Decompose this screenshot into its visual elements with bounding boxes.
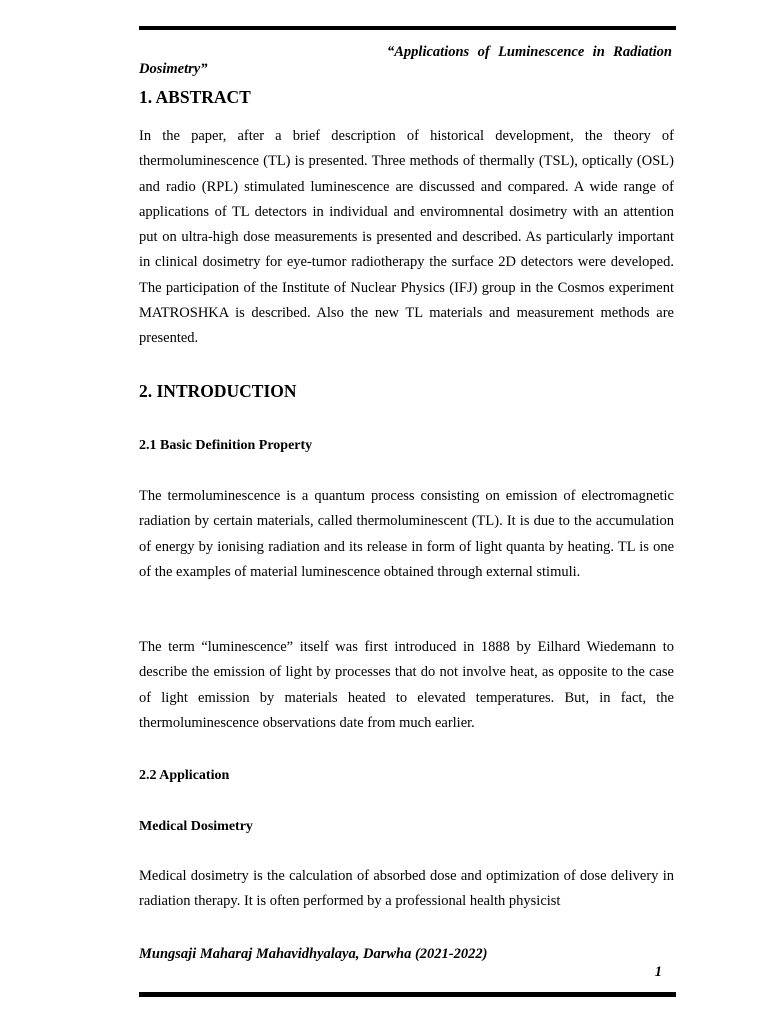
introduction-paragraph-1: The termoluminescence is a quantum process consisting on emission of electromagnetic radiation by certain materials, called thermoluminescent (TL). It is due to the accumulation of energy by ionising radiation and its release in form of light quanta by heating. TL is one of the examples of material luminescence obtained through external stimuli.	[139, 488, 674, 580]
medical-dosimetry-heading: Medical Dosimetry	[139, 819, 253, 834]
introduction-heading: 2. INTRODUCTION	[139, 381, 297, 401]
subsection-application-heading: 2.2 Application	[139, 768, 230, 783]
medical-dosimetry-paragraph: Medical dosimetry is the calculation of absorbed dose and optimization of dose delivery in radiation therapy. It is often performed by a professional health physicist	[139, 868, 674, 910]
abstract-paragraph: In the paper, after a brief description of historical development, the theory of thermoluminescence (TL) is presented. Three methods of thermally (TSL), optically (OSL) and radio (RPL) stimulated luminescence are discussed and compared. A wide range of applications of TL detectors in individual and enviromnental dosimetry with an attention put on ultra-high dose measurements is presented and described. As particularly important in clinical dosimetry for eye-tumor radiotherapy the surface 2D detectors were developed. The participation of the Institute of Nuclear Physics (IFJ) group in the Cosmos experiment MATROSHKA is described. Also the new TL materials and measurement methods are presented.	[139, 128, 674, 347]
header-rule	[139, 26, 676, 30]
subsection-basic-definition-heading: 2.1 Basic Definition Property	[139, 438, 313, 453]
abstract-heading: 1. ABSTRACT	[139, 87, 251, 107]
header-title: “Applications of Luminescence in Radiation Dosimetry”	[139, 44, 672, 77]
footer-institution: Mungsaji Maharaj Mahavidhyalaya, Darwha (2021-2022)	[139, 946, 488, 962]
page-number: 1	[654, 964, 662, 980]
footer-rule	[139, 992, 676, 997]
introduction-paragraph-2: The term “luminescence” itself was first introduced in 1888 by Eilhard Wiedemann to describe the emission of light by processes that do not involve heat, as opposite to the case of light emission by materials heated to elevated temperatures. But, in fact, the thermoluminescence observations date from much earlier.	[139, 639, 674, 731]
